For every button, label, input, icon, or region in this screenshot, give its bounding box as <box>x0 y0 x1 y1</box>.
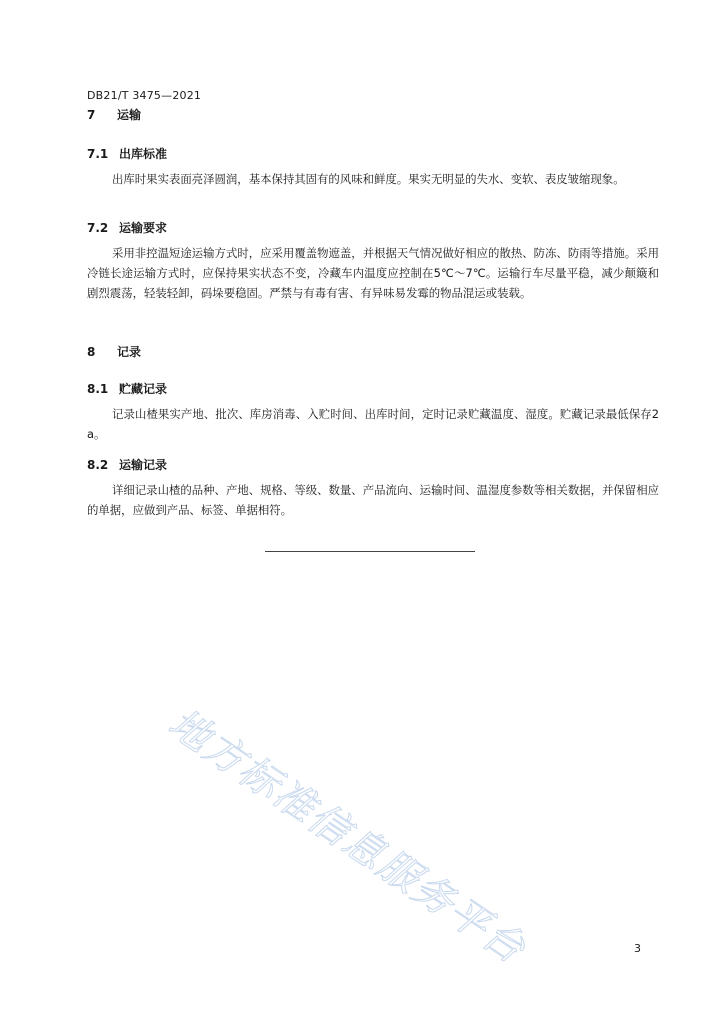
document-code: DB21/T 3475—2021 <box>87 89 202 102</box>
section-7-2-heading <box>87 219 167 236</box>
section-8-1-heading <box>87 380 167 397</box>
section-title: 贮藏记录 <box>119 382 168 396</box>
section-7-heading <box>87 106 141 123</box>
section-number: 8.1 <box>87 382 109 396</box>
section-8-2-heading <box>87 456 167 473</box>
section-7-1-heading <box>87 145 167 162</box>
end-of-text-rule <box>265 551 475 552</box>
section-title: 运输要求 <box>119 221 168 235</box>
section-7-2-paragraph: 采用非控温短途运输方式时，应采用覆盖物遮盖，并根据天气情况做好相应的散热、防冻、防雨等措施。采用冷链长途运输方式时，应保持果实状态不变，冷藏车内温度应控制在5℃～7℃。运输行车尽量平稳，减少颠簸和剧烈震荡，轻装轻卸，码垛要稳固。严禁与有毒有害、有异味易发霉的物品混运或装载。 <box>87 246 659 300</box>
section-title: 出库标准 <box>119 147 168 161</box>
section-number: 7 <box>87 108 96 122</box>
section-number: 7.1 <box>87 147 109 161</box>
section-title: 记录 <box>117 345 142 359</box>
watermark: 地方标准信息服务平台 <box>160 700 535 974</box>
page-number: 3 <box>634 942 641 955</box>
section-number: 8.2 <box>87 458 109 472</box>
section-8-heading <box>87 343 141 360</box>
section-number: 7.2 <box>87 221 109 235</box>
section-title: 运输 <box>117 108 142 122</box>
section-8-1-paragraph: 记录山楂果实产地、批次、库房消毒、入贮时间、出库时间，定时记录贮藏温度、湿度。贮藏记录最低保存2a。 <box>87 407 659 441</box>
section-8-2-paragraph: 详细记录山楂的品种、产地、规格、等级、数量、产品流向、运输时间、温湿度参数等相关数据，并保留相应的单据，应做到产品、标签、单据相符。 <box>87 483 659 517</box>
section-7-1-paragraph: 出库时果实表面亮泽圆润，基本保持其固有的风味和鲜度。果实无明显的失水、变软、表皮皱缩现象。 <box>112 172 625 186</box>
section-title: 运输记录 <box>119 458 168 472</box>
section-number: 8 <box>87 345 96 359</box>
